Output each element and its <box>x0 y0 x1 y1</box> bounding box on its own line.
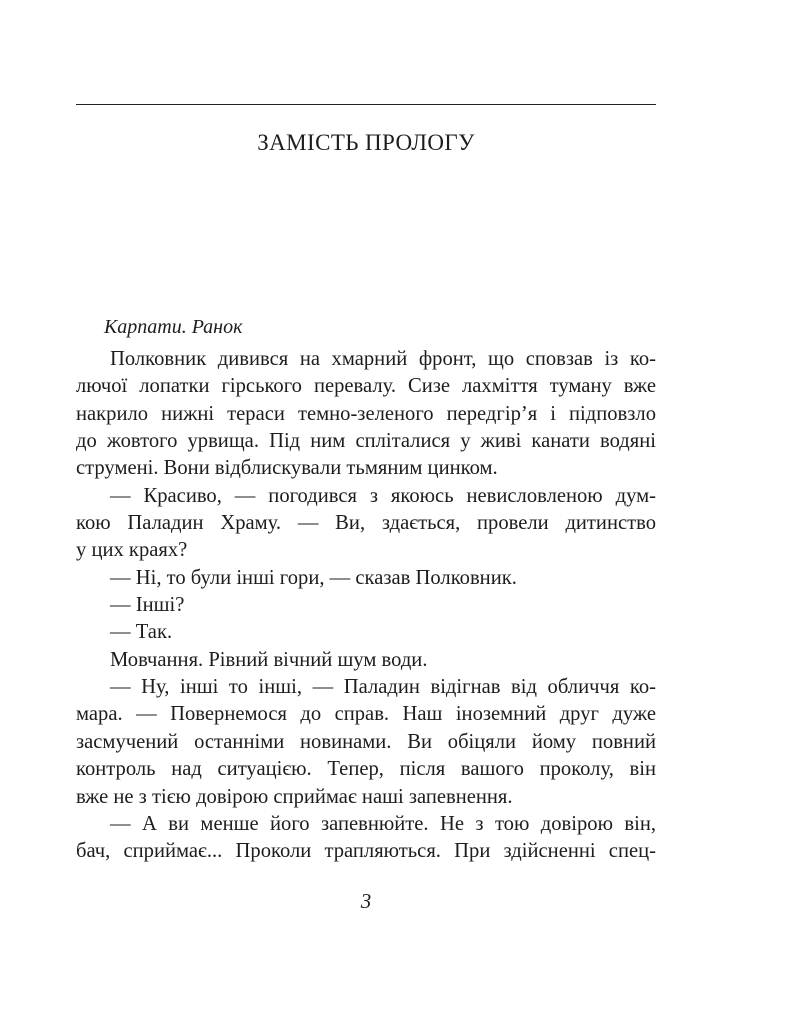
text-line: струмені. Вони відблискували тьмяним цинком. <box>76 457 498 480</box>
text-line: — Інші? <box>110 594 185 617</box>
section-heading: Карпати. Ранок <box>104 316 243 338</box>
text-line: мара. — Повернемося до справ. Наш іноземний друг дуже <box>76 703 656 726</box>
text-line: контроль над ситуацією. Тепер, після вашого проколу, він <box>76 758 656 781</box>
text-line: вже не з тією довірою сприймає наші запевнення. <box>76 785 513 808</box>
text-line: — Ні, то були інші гори, — сказав Полковник. <box>110 566 517 589</box>
body-text <box>76 346 656 866</box>
text-line: засмучений останніми новинами. Ви обіцяли йому повний <box>76 730 656 753</box>
page-number: 3 <box>360 889 372 913</box>
chapter-title: ЗАМІСТЬ ПРОЛОГУ <box>257 130 475 155</box>
text-line: — Ну, інші то інші, — Паладин відігнав від обличчя ко- <box>110 676 656 699</box>
text-line: Мовчання. Рівний вічний шум води. <box>110 648 428 671</box>
text-line: Полковник дивився на хмарний фронт, що сповзав із ко- <box>110 348 656 370</box>
text-line: — Так. <box>110 621 173 644</box>
text-line: — А ви менше його запевнюйте. Не з тою довірою він, <box>110 812 656 835</box>
text-line: — Красиво, — погодився з якоюсь невисловленою дум- <box>110 484 656 507</box>
text-line: бач, сприймає... Проколи трапляються. При здійсненні спец- <box>76 840 656 863</box>
header-rule <box>76 104 656 105</box>
text-line: до жовтого урвища. Під ним спліталися у живі канати водяні <box>76 430 656 453</box>
text-line: накрило нижні тераси темно-зеленого передгір’я і підповзло <box>76 402 656 425</box>
text-line: лючої лопатки гірського перевалу. Сизе лахміття туману вже <box>76 375 656 398</box>
text-line: у цих краях? <box>76 539 188 562</box>
text-line: кою Паладин Храму. — Ви, здається, провели дитинство <box>76 512 656 535</box>
